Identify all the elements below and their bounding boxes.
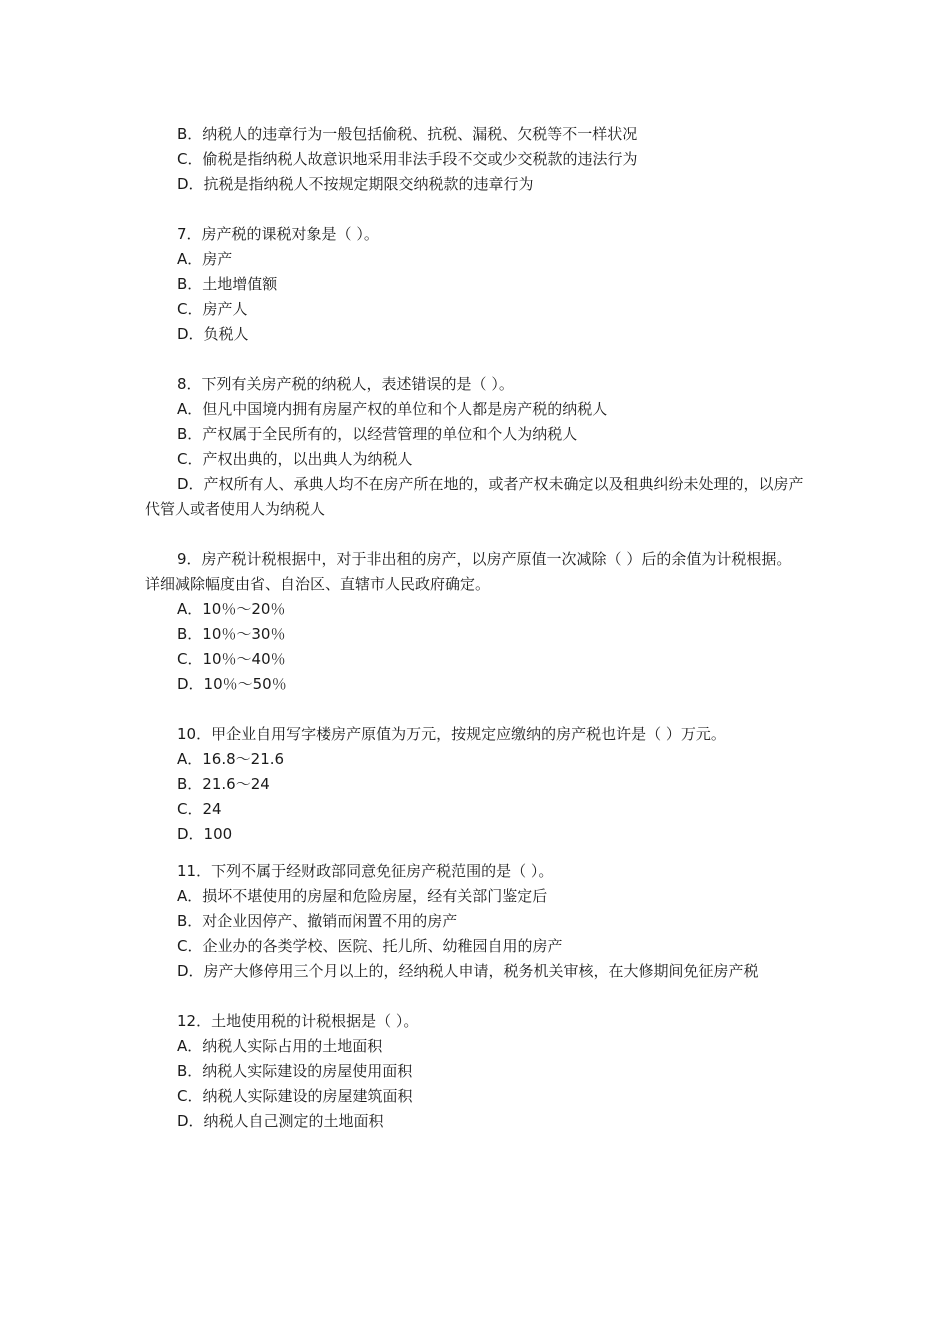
spacer bbox=[145, 847, 805, 859]
question-stem: 8．下列有关房产税的纳税人，表述错误的是（ ）。 bbox=[177, 375, 514, 393]
spacer bbox=[145, 984, 805, 1009]
option-d: D．负税人 bbox=[177, 325, 249, 343]
option-b: B．21.6～24 bbox=[177, 775, 270, 793]
option-c: C．10％～40％ bbox=[177, 650, 286, 668]
question-stem: 7．房产税的课税对象是（ ）。 bbox=[177, 225, 379, 243]
option-a: A．但凡中国境内拥有房屋产权的单位和个人都是房产税的纳税人 bbox=[177, 400, 608, 418]
spacer bbox=[145, 522, 805, 547]
question-stem: 9．房产税计税根据中，对于非出租的房产，以房产原值一次减除（ ）后的余值为计税根据。详细减除幅度由省、自治区、直辖市人民政府确定。 bbox=[145, 550, 792, 593]
option-b: B．对企业因停产、撤销而闲置不用的房产 bbox=[177, 912, 458, 930]
option-b: B．土地增值额 bbox=[177, 275, 278, 293]
option-b: B．10％～30％ bbox=[177, 625, 286, 643]
spacer bbox=[145, 197, 805, 222]
question-8 bbox=[145, 372, 805, 522]
option-d: D．产权所有人、承典人均不在房产所在地的，或者产权未确定以及租典纠纷未处理的，以房产代管人或者使用人为纳税人 bbox=[145, 475, 804, 518]
spacer bbox=[145, 347, 805, 372]
option-a: A．损坏不堪使用的房屋和危险房屋，经有关部门鉴定后 bbox=[177, 887, 548, 905]
option-c: C．房产人 bbox=[177, 300, 248, 318]
document-page bbox=[145, 122, 805, 1134]
option-b: B．纳税人的违章行为一般包括偷税、抗税、漏税、欠税等不一样状况 bbox=[177, 125, 638, 143]
question-stem: 10．甲企业自用写字楼房产原值为万元，按规定应缴纳的房产税也许是（ ）万元。 bbox=[177, 725, 726, 743]
option-d: D．100 bbox=[177, 825, 233, 843]
question-10 bbox=[145, 722, 805, 847]
option-a: A．16.8～21.6 bbox=[177, 750, 285, 768]
option-d: D．10％～50％ bbox=[177, 675, 287, 693]
spacer bbox=[145, 697, 805, 722]
option-a: A．房产 bbox=[177, 250, 233, 268]
option-d: D．抗税是指纳税人不按规定期限交纳税款的违章行为 bbox=[177, 175, 534, 193]
question-11 bbox=[145, 859, 805, 984]
option-a: A．纳税人实际占用的土地面积 bbox=[177, 1037, 383, 1055]
option-c: C．纳税人实际建设的房屋建筑面积 bbox=[177, 1087, 413, 1105]
option-b: B．产权属于全民所有的，以经营管理的单位和个人为纳税人 bbox=[177, 425, 578, 443]
question-7 bbox=[145, 222, 805, 347]
question-stem: 11．下列不属于经财政部同意免征房产税范围的是（ ）。 bbox=[177, 862, 554, 880]
option-c: C．偷税是指纳税人故意识地采用非法手段不交或少交税款的违法行为 bbox=[177, 150, 638, 168]
option-b: B．纳税人实际建设的房屋使用面积 bbox=[177, 1062, 413, 1080]
option-c: C．24 bbox=[177, 800, 222, 818]
question-12 bbox=[145, 1009, 805, 1134]
option-d: D．房产大修停用三个月以上的，经纳税人申请，税务机关审核，在大修期间免征房产税 bbox=[177, 962, 759, 980]
intro-options bbox=[145, 122, 805, 197]
question-9 bbox=[145, 547, 805, 697]
option-d: D．纳税人自己测定的土地面积 bbox=[177, 1112, 384, 1130]
question-stem: 12．土地使用税的计税根据是（ ）。 bbox=[177, 1012, 419, 1030]
option-c: C．产权出典的，以出典人为纳税人 bbox=[177, 450, 413, 468]
option-a: A．10％～20％ bbox=[177, 600, 286, 618]
option-c: C．企业办的各类学校、医院、托儿所、幼稚园自用的房产 bbox=[177, 937, 563, 955]
